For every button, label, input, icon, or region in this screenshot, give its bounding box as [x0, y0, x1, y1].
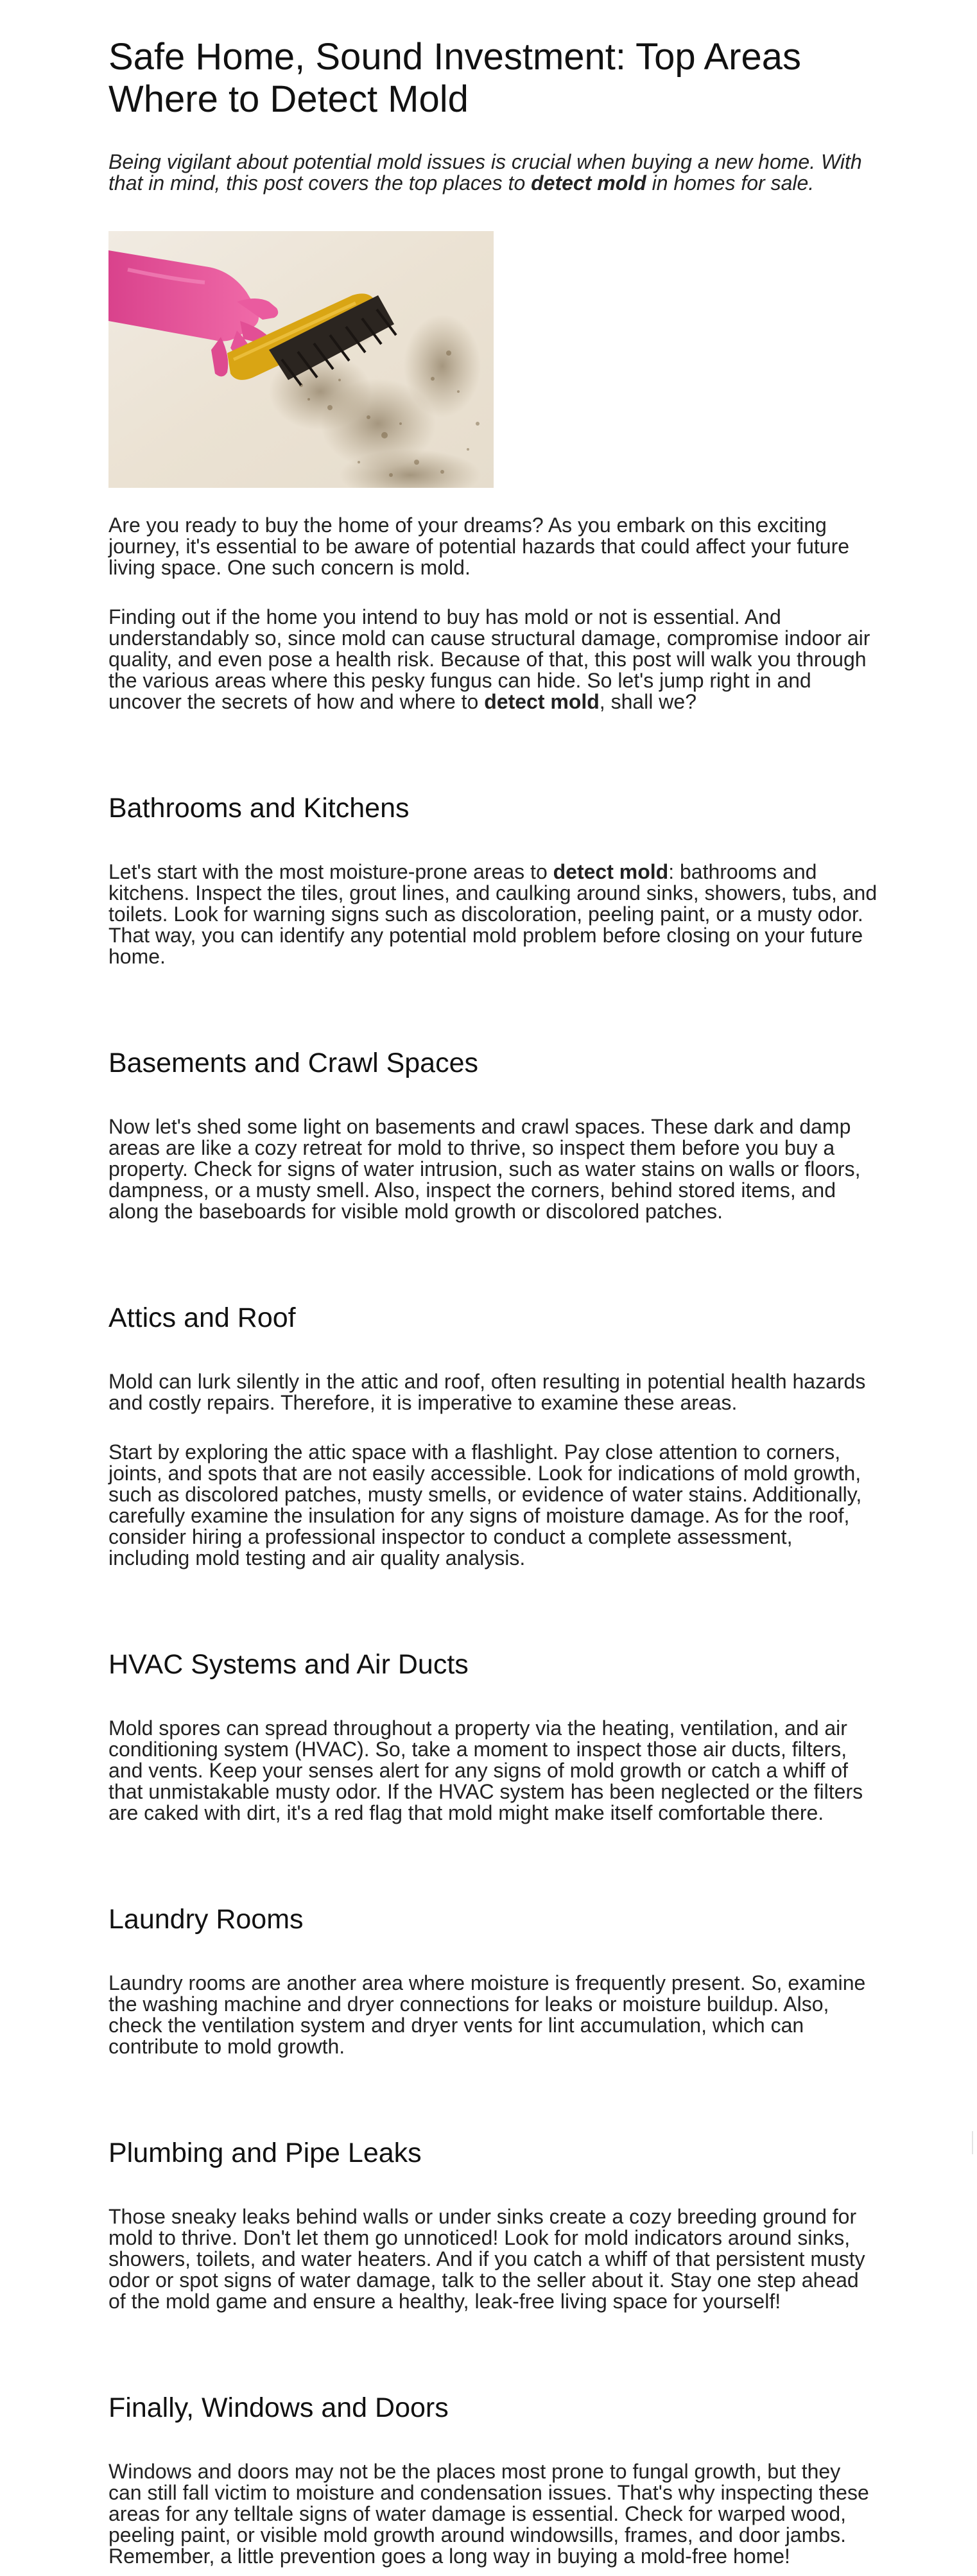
article-title: Safe Home, Sound Investment: Top Areas Where to Detect Mold — [108, 36, 802, 120]
lede-text-before: Being vigilant about potential mold issues is crucial when buying a new home. With that in mind, this post covers the top places to — [108, 150, 862, 194]
section-text-before: Let's start with the most moisture-prone areas to — [108, 860, 553, 883]
section-heading: Plumbing and Pipe Leaks — [108, 2138, 422, 2168]
section-windows-doors — [108, 2392, 879, 2567]
article — [108, 0, 879, 2567]
section-bathrooms-kitchens — [108, 792, 879, 967]
section-keyword: detect mold — [553, 860, 669, 883]
mold-cleaning-illustration — [108, 231, 494, 488]
intro-paragraph-1: Are you ready to buy the home of your dreams? As you embark on this exciting journey, it's essential to be aware of potential hazards that could affect your future living space. One such concern is mold. — [108, 514, 850, 579]
section-paragraph: Start by exploring the attic space with a flashlight. Pay close attention to corners, joints, and spots that are not easily accessible. Look for indications of mold growth, such as discolored patches, musty smells, or evidence of water stains. Additionally, carefully examine the insulation for any signs of moisture damage. As for the roof, consider hiring a professional inspector to conduct a complete assessment, including mold testing and air quality analysis. — [108, 1440, 862, 1569]
intro-text-after: , shall we? — [599, 690, 696, 713]
section-paragraph: Those sneaky leaks behind walls or under sinks create a cozy breeding ground for mold to thrive. Don't let them go unnoticed! Look for mold indicators around sinks, showers, toilets, and water heaters. And if you catch a whiff of that persistent musty odor or spot signs of water damage, talk to the seller about it. Stay one step ahead of the mold game and ensure a healthy, leak-free living space for yourself! — [108, 2205, 865, 2313]
section-paragraph: Mold spores can spread throughout a property via the heating, ventilation, and air conditioning system (HVAC). So, take a moment to inspect those air ducts, filters, and vents. Keep your senses alert for any signs of mold growth or catch a whiff of that unmistakable musty odor. If the HVAC system has been neglected or the filters are caked with dirt, it's a red flag that mold might make itself comfortable there. — [108, 1716, 863, 1824]
section-heading: Laundry Rooms — [108, 1904, 304, 1935]
section-heading: Basements and Crawl Spaces — [108, 1048, 479, 1078]
section-plumbing-pipe-leaks — [108, 2137, 879, 2312]
section-paragraph: Mold can lurk silently in the attic and roof, often resulting in potential health hazards and costly repairs. Therefore, it is imperative to examine these areas. — [108, 1370, 866, 1414]
section-heading: Finally, Windows and Doors — [108, 2392, 449, 2423]
intro — [108, 515, 879, 713]
scrollbar-indicator[interactable] — [972, 2131, 977, 2154]
section-heading: Bathrooms and Kitchens — [108, 793, 410, 824]
section-paragraph: Windows and doors may not be the places most prone to fungal growth, but they can still fall victim to moisture and condensation issues. That's why inspecting these areas for any telltale signs of water damage is essential. Check for warped wood, peeling paint, or visible mold growth around windowsills, frames, and door jambs. Remember, a little prevention goes a long way in buying a mold-free home! — [108, 2460, 869, 2568]
section-basements-crawl-spaces — [108, 1047, 879, 1222]
section-attics-roof — [108, 1302, 879, 1569]
intro-keyword: detect mold — [484, 690, 600, 713]
section-paragraph — [108, 861, 879, 967]
section-paragraph: Now let's shed some light on basements and crawl spaces. These dark and damp areas are like a cozy retreat for mold to thrive, so inspect them before you buy a property. Check for signs of water intrusion, such as water stains on walls or floors, dampness, or a musty smell. Also, inspect the corners, behind stored items, and along the baseboards for visible mold growth or discolored patches. — [108, 1115, 861, 1223]
section-paragraph: Laundry rooms are another area where moisture is frequently present. So, examine the washing machine and dryer connections for leaks or moisture buildup. Also, check the ventilation system and dryer vents for lint accumulation, which can contribute to mold growth. — [108, 1971, 866, 2058]
lede-keyword: detect mold — [531, 171, 646, 194]
lede-text-after: in homes for sale. — [646, 171, 815, 194]
section-heading: Attics and Roof — [108, 1302, 296, 1333]
intro-paragraph-2 — [108, 607, 879, 713]
hero-image — [108, 231, 494, 488]
section-hvac-air-ducts — [108, 1648, 879, 1824]
article-lede — [108, 151, 879, 194]
intro-text-before: Finding out if the home you intend to buy has mold or not is essential. And understandably so, since mold can cause structural damage, compromise indoor air quality, and even pose a health risk. Because of that, this post will walk you through the various areas where this pesky fungus can hide. So let's jump right in and uncover the secrets of how and where to — [108, 605, 870, 713]
section-heading: HVAC Systems and Air Ducts — [108, 1649, 469, 1680]
section-laundry-rooms — [108, 1903, 879, 2057]
section-text-after: : bathrooms and kitchens. Inspect the tiles, grout lines, and caulking around sinks, showers, tubs, and toilets. Look for warning signs such as discoloration, peeling paint, or a musty odor. That way, you can identify any potential mold problem before closing on your future home. — [108, 860, 878, 968]
